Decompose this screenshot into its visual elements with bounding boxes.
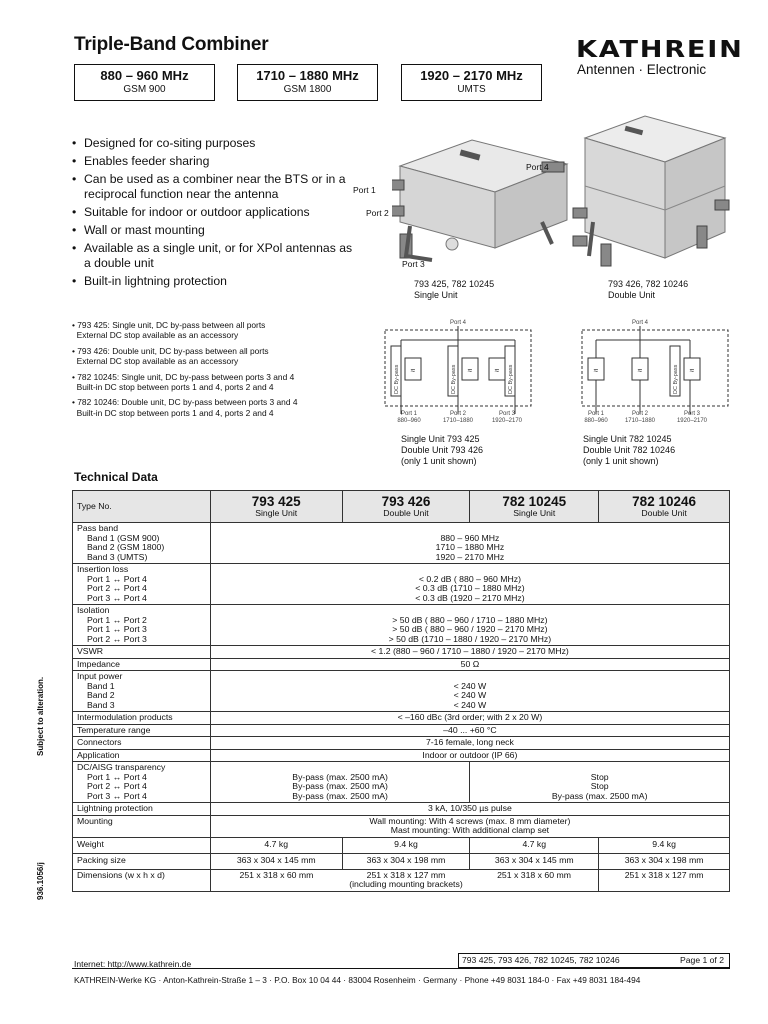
row-value: < 1.2 (880 – 960 / 1710 – 1880 / 1920 – 2170 MHz)	[210, 646, 729, 659]
row-label: Impedance	[73, 658, 211, 671]
type-no: 793 425	[251, 493, 301, 509]
value-line: > 50 dB ( 880 – 960 / 1920 – 2170 MHz)	[392, 624, 548, 634]
row-value	[210, 671, 729, 712]
row-value: 251 x 318 x 127 mm	[599, 869, 730, 891]
label-line: Port 3 ↔ Port 4	[87, 592, 147, 603]
label-line: Port 2 ↔ Port 3	[87, 633, 147, 644]
caption-line: Single Unit 793 425	[401, 434, 480, 444]
feature-item: • Built-in lightning protection	[72, 274, 362, 289]
feature-item: • Wall or mast mounting	[72, 223, 362, 238]
row-label	[73, 523, 211, 564]
value-line: 251 x 318 x 127 mm	[366, 869, 446, 880]
band-2-diagram-label: 1710–1880	[442, 418, 474, 424]
double-unit-caption	[608, 279, 688, 301]
row-value: 4.7 kg	[210, 837, 342, 853]
label-line: Port 3 ↔ Port 4	[87, 790, 147, 801]
footer-divider	[72, 968, 730, 969]
type-793426	[342, 491, 470, 523]
row-label	[73, 564, 211, 605]
port-2-diagram-label: Port 2	[449, 411, 467, 417]
value-line: < 0.3 dB (1710 – 1880 MHz)	[415, 583, 525, 593]
table-row-weight	[73, 837, 730, 853]
row-value	[210, 605, 729, 646]
label-line: Band 1 (GSM 900)	[87, 532, 160, 543]
label-line: Band 2 (GSM 1800)	[87, 542, 165, 552]
label-line: Port 2 ↔ Port 4	[87, 781, 147, 791]
feature-item: • Can be used as a combiner near the BTS or in a reciprocal function near the antenna	[72, 172, 362, 202]
table-row-vswr	[73, 646, 730, 659]
feature-list	[72, 136, 362, 292]
table-row-impedance	[73, 658, 730, 671]
value-line: 880 – 960 MHz	[440, 532, 500, 543]
block-diagram-bypass	[383, 318, 533, 430]
band-box-gsm1800	[237, 64, 378, 101]
band-name: GSM 1800	[283, 84, 332, 95]
product-page-box	[458, 953, 730, 968]
value-line: By-pass (max. 2500 mA)	[551, 790, 648, 801]
svg-text:≈: ≈	[494, 366, 500, 375]
row-label: Application	[73, 749, 211, 762]
value-line: 1710 – 1880 MHz	[435, 542, 505, 552]
band-name: GSM 900	[123, 84, 166, 95]
row-label: Weight	[73, 837, 211, 853]
dc-bypass-label: DC By-pass	[508, 364, 514, 394]
technical-data-heading: Technical Data	[74, 470, 158, 484]
value-line: Stop	[590, 781, 609, 791]
table-row-mounting	[73, 815, 730, 837]
port-1-label: Port 1	[353, 185, 376, 195]
kathrein-logo: KATHREIN	[576, 37, 744, 63]
band-box-umts	[401, 64, 542, 101]
value-line: Stop	[590, 771, 609, 782]
port-1-diagram-label: Port 1	[587, 411, 605, 417]
table-row-packing	[73, 853, 730, 869]
port-4-diagram-label: Port 4	[631, 320, 649, 326]
note-line: 793 426: Double unit, DC by-pass between all ports	[77, 345, 269, 356]
label-line: Port 1 ↔ Port 4	[87, 573, 147, 584]
value-line: Wall mounting: With 4 screws (max. 8 mm diameter)	[369, 815, 571, 826]
table-row-connectors	[73, 737, 730, 750]
feature-item: • Designed for co-siting purposes	[72, 136, 362, 151]
double-unit-photo	[565, 108, 735, 274]
company-address: KATHREIN-Werke KG · Anton-Kathrein-Straße 1 – 3 · P.O. Box 10 04 44 · 83004 Rosenheim · Germany · Phone +49 8031 184-0 · Fax +49 8031 184-494	[74, 975, 641, 985]
table-row-dims	[73, 869, 730, 891]
band-name: UMTS	[457, 84, 486, 95]
caption-line: Double Unit 782 10246	[583, 445, 676, 455]
type-unit: Single Unit	[513, 507, 556, 518]
row-value: < –160 dBc (3rd order; with 2 x 20 W)	[210, 712, 729, 725]
port-2-diagram-label: Port 2	[631, 411, 649, 417]
type-unit: Double Unit	[383, 507, 429, 518]
type-no: 782 10245	[502, 493, 567, 509]
row-label	[73, 671, 211, 712]
band-3-diagram-label: 1920–2170	[491, 418, 523, 424]
type-no: 793 426	[381, 493, 431, 509]
table-row-application	[73, 749, 730, 762]
row-value: 363 x 304 x 145 mm	[470, 853, 599, 869]
type-78210245	[470, 491, 599, 523]
port-3-label: Port 3	[402, 259, 425, 269]
dc-bypass-label: DC By-pass	[451, 364, 457, 394]
row-value: Indoor or outdoor (IP 66)	[210, 749, 729, 762]
value-line: < 240 W	[453, 699, 487, 710]
svg-text:≈: ≈	[410, 366, 416, 375]
band-box-gsm900	[74, 64, 215, 101]
label-line: Port 1 ↔ Port 3	[87, 624, 147, 634]
band-freq: 1710 – 1880 MHz	[256, 68, 359, 83]
port-4-label: Port 4	[526, 162, 549, 172]
feature-item: • Available as a single unit, or for XPol antennas as a double unit	[72, 241, 362, 271]
port-3-diagram-label: Port 3	[498, 411, 516, 417]
caption-line: Single Unit 782 10245	[583, 434, 672, 444]
value-line: By-pass (max. 2500 mA)	[292, 781, 388, 791]
caption-line: Double Unit 793 426	[401, 445, 484, 455]
row-label: VSWR	[73, 646, 211, 659]
svg-text:≈: ≈	[467, 366, 473, 375]
dc-bypass-label: DC By-pass	[394, 364, 400, 394]
label-line: Input power	[77, 671, 123, 681]
label-line: Port 1 ↔ Port 4	[87, 771, 147, 782]
note-line: Built-in DC stop between ports 1 and 4, ports 2 and 4	[76, 407, 274, 418]
row-value: –40 ... +60 °C	[210, 724, 729, 737]
port-3-diagram-label: Port 3	[683, 411, 701, 417]
caption-line: (only 1 unit shown)	[401, 456, 477, 466]
label-line: Band 3	[87, 699, 115, 710]
table-row-intermod	[73, 712, 730, 725]
band-1-diagram-label: 880–960	[397, 418, 421, 424]
row-value: 4.7 kg	[470, 837, 599, 853]
table-row-inputpower	[73, 671, 730, 712]
diagram-caption-left	[401, 434, 483, 467]
single-unit-photo	[392, 126, 582, 276]
page-number: Page 1 of 2	[680, 955, 724, 965]
row-label: Temperature range	[73, 724, 211, 737]
value-line: < 0.2 dB ( 880 – 960 MHz)	[418, 573, 521, 584]
row-value: 9.4 kg	[342, 837, 470, 853]
row-label: Lightning protection	[73, 803, 211, 816]
table-row-insertion	[73, 564, 730, 605]
variant-note: • 793 425: Single unit, DC by-pass between all ports External DC stop available as an accessory	[72, 320, 266, 341]
value-line: Mast mounting: With additional clamp set	[390, 825, 550, 835]
product-numbers: 793 425, 793 426, 782 10245, 782 10246	[462, 955, 620, 965]
type-label: Type No.	[73, 491, 211, 523]
note-line: 793 425: Single unit, DC by-pass between all ports	[77, 320, 266, 330]
note-line: External DC stop available as an accessory	[76, 330, 239, 341]
note-line: External DC stop available as an accessory	[76, 356, 239, 367]
value-line: By-pass (max. 2500 mA)	[292, 771, 388, 782]
svg-text:≈: ≈	[689, 366, 695, 375]
port-4-diagram-label: Port 4	[449, 320, 467, 326]
label-line: Band 3 (UMTS)	[87, 551, 148, 562]
caption-line: (only 1 unit shown)	[583, 456, 659, 466]
caption-line: 793 426, 782 10246	[608, 279, 689, 289]
value-line: By-pass (max. 2500 mA)	[292, 790, 388, 801]
label-line: Port 1 ↔ Port 2	[87, 614, 147, 625]
port-1-diagram-label: Port 1	[400, 411, 418, 417]
band-freq: 1920 – 2170 MHz	[420, 68, 523, 83]
row-label: Connectors	[73, 737, 211, 750]
variant-note: • 782 10245: Single unit, DC by-pass between ports 3 and 4 Built-in DC stop between ports 1 and 4, ports 2 and 4	[72, 371, 295, 393]
table-row-passband	[73, 523, 730, 564]
row-label	[73, 605, 211, 646]
table-row-dc	[73, 762, 730, 803]
row-label: Packing size	[73, 853, 211, 869]
row-value: 9.4 kg	[599, 837, 730, 853]
label-line: DC/AISG transparency	[77, 762, 166, 772]
value-line: > 50 dB ( 880 – 960 / 1710 – 1880 MHz)	[392, 614, 548, 625]
variant-note: • 793 426: Double unit, DC by-pass between all ports External DC stop available as an accessory	[72, 345, 269, 367]
value-line: < 0.3 dB (1920 – 2170 MHz)	[415, 592, 525, 603]
value-line: < 240 W	[453, 680, 487, 691]
value-line: < 240 W	[453, 690, 487, 700]
label-line: Pass band	[77, 523, 119, 533]
type-793425	[210, 491, 342, 523]
table-row-type	[73, 491, 730, 523]
row-label: Mounting	[73, 815, 211, 837]
row-value: 363 x 304 x 198 mm	[599, 853, 730, 869]
variant-notes	[72, 320, 372, 423]
svg-text:≈: ≈	[637, 366, 643, 375]
block-diagram-dcstop	[580, 318, 730, 430]
row-value	[342, 869, 470, 891]
row-value	[210, 564, 729, 605]
caption-line: Double Unit	[608, 290, 656, 300]
type-no: 782 10246	[632, 493, 696, 509]
document-code: 936.1056/j	[36, 862, 45, 900]
row-value	[210, 523, 729, 564]
label-line: Port 2 ↔ Port 4	[87, 583, 147, 593]
note-line: 782 10246: Double unit, DC by-pass between ports 3 and 4	[77, 397, 298, 408]
technical-data-table	[72, 490, 730, 892]
type-78210246	[599, 491, 730, 523]
diagram-caption-right	[583, 434, 675, 467]
caption-line: 793 425, 782 10245	[414, 279, 495, 289]
table-row-temp	[73, 724, 730, 737]
row-value: 363 x 304 x 145 mm	[210, 853, 342, 869]
dc-bypass-label: DC By-pass	[673, 364, 679, 394]
row-value: 363 x 304 x 198 mm	[342, 853, 470, 869]
row-value	[210, 762, 470, 803]
row-value: 3 kA, 10/350 µs pulse	[210, 803, 729, 816]
row-label: Intermodulation products	[73, 712, 211, 725]
label-line: Band 1	[87, 680, 115, 691]
value-line: 1920 – 2170 MHz	[435, 551, 505, 562]
table-row-lightning	[73, 803, 730, 816]
row-value: 50 Ω	[210, 658, 729, 671]
row-label: Dimensions (w x h x d)	[73, 869, 211, 891]
label-line: Band 2	[87, 690, 115, 700]
band-2-diagram-label: 1710–1880	[624, 418, 656, 424]
note-line: Built-in DC stop between ports 1 and 4, ports 2 and 4	[76, 382, 274, 393]
band-3-diagram-label: 1920–2170	[676, 418, 708, 424]
type-unit: Single Unit	[255, 507, 298, 518]
row-value	[470, 762, 730, 803]
logo-subtitle: Antennen · Electronic	[577, 62, 707, 77]
subject-to-alteration: Subject to alteration.	[36, 676, 45, 756]
single-unit-caption	[414, 279, 494, 301]
row-value	[210, 815, 729, 837]
type-unit: Double Unit	[641, 507, 687, 518]
label-line: Insertion loss	[77, 564, 129, 574]
dims-note: (including mounting brackets)	[349, 879, 463, 889]
table-row-isolation	[73, 605, 730, 646]
page-title: Triple-Band Combiner	[74, 34, 269, 55]
feature-item: • Enables feeder sharing	[72, 154, 362, 169]
row-value: 251 x 318 x 60 mm	[470, 869, 599, 891]
label-line: Isolation	[77, 605, 110, 615]
port-2-label: Port 2	[366, 208, 389, 218]
value-line: > 50 dB (1710 – 1880 / 1920 – 2170 MHz)	[388, 633, 552, 644]
svg-text:≈: ≈	[593, 366, 599, 375]
row-value: 7-16 female, long neck	[210, 737, 729, 750]
caption-line: Single Unit	[414, 290, 458, 300]
band-1-diagram-label: 880–960	[584, 418, 608, 424]
feature-item: • Suitable for indoor or outdoor applications	[72, 205, 362, 220]
band-freq: 880 – 960 MHz	[100, 68, 189, 83]
row-value: 251 x 318 x 60 mm	[210, 869, 342, 891]
note-line: 782 10245: Single unit, DC by-pass between ports 3 and 4	[77, 371, 295, 382]
variant-note: • 782 10246: Double unit, DC by-pass between ports 3 and 4 Built-in DC stop between ports 1 and 4, ports 2 and 4	[72, 397, 298, 418]
internet-link[interactable]: Internet: http://www.kathrein.de	[74, 959, 192, 969]
row-label	[73, 762, 211, 803]
